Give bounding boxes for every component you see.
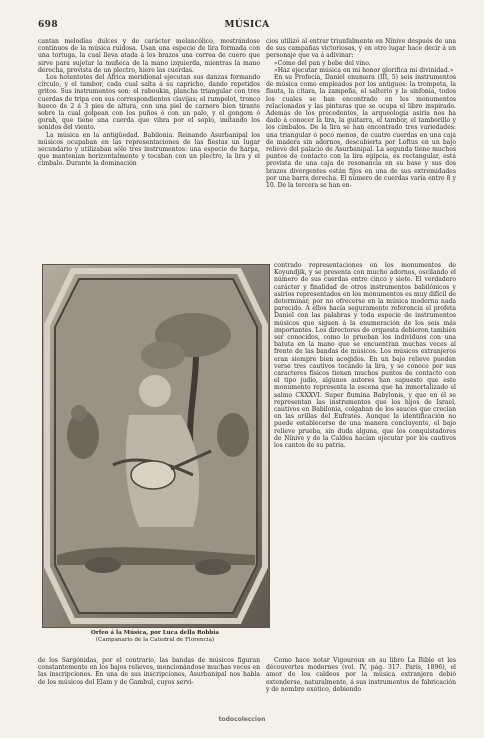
bottom-left-text: de los Sargónidas, por el contrario, las bandas de músicos figuran constantemente en los bajos relieves, mencionándose muchas veces en las inscripciones. En una de sus inscripciones, Asurbanipal nos habla de los músicos del Elam y de Gambul, cuyos servi- [38, 657, 260, 686]
right-paragraph-1: cios utilizó al entrar triunfalmente en Nínive después de una de sus campañas victoriosas, y en otro lugar hace decir á un personaje que va á adivinar: [266, 38, 456, 60]
bottom-left-column [38, 657, 260, 686]
caption-title: Orfeo á la Música, por Luca della Robbia [91, 630, 219, 636]
plate-caption [42, 630, 268, 644]
orpheus-relief-illustration [43, 265, 269, 627]
right-lower-text: contrado representaciones en los monumentos de Koyundjik, y se presenta con mucho adornos, oscilando el número de sus cuerdas entre cinco y siete. El verdadero carácter y finalidad de otros instrumentos babilónicos y asirios representados en los monumentos es muy difícil de determinar, por no ofrecerse en la música moderna nada parecido. A ellos hacía seguramente referencia el profeta Daniel con las palabras y toda especie de instrumentos músicos que siguen á la enumeración de los seis más importantes. Los directores de orquesta debieron también ser conocidos, como lo prueban los individuos con una batuta en la mano que se encuentran muchas veces al frente de las bandas de músicos. Los músicos extranjeros eran siempre bien acogidos. En un bajo relieve pueden verse tres cautivos tocando la lira, y se conoce por sus caracteres físicos tienen muchos puntos de contacto con el tipo judío, algunos autores han supuesto que este monumento representa la escena que ha inmortalizado el salmo CXXXVI. Super flumina Babylonis, y que en él se representan las instrumentos que los hijos de Israel, cautivos en Babilonia, colgaban de los sauces que crecían en las orillas del Eufrates. Aunque la identificación no puede establecerse de una manera concluyente, el bajo relieve prueba, sin duda alguna, que los conquistadores de Nínive y de la Caldea hacían ejecutar por los cautivos los cantos de su patria. [274, 262, 456, 450]
bottom-right-text: Como hace notar Vigouroux en su libro La Bible et les découvertes modernes (vol. IV, pág. 317. París, 1896), el amor de los caldeos por la música extranjera debió extenderse, naturalmente, á sus instrumentos de fabricación y de nombre exótico, debiendo [266, 657, 456, 693]
right-paragraph-4: En su Profecía, Daniel enumera (III, 5) seis instrumentos de música como empleados por los antiguos: la trompeta, la flauta, la cítara, la zampoña, el salterio y la sinfonía, todos los cuales se han encontrado en los monumentos relacionados y las pinturas que se ocupa el libro inspirado. Además de los precedentes, la arqueología asiria nos ha dado á conocer la lira, la guitarra, el tambor, el tamborillo y los címbalos. De la lira se han encontrado tres variedades: una triangular ó poco menos, de cuatro cuerdas en una caja de madera sin adornos, descubierta por Loftus en un bajo relieve del palacio de Asurbanipal. La segunda tiene muchos puntos de contacto con la lira egipcia, es rectangular, está provista de una caja de resonancia en su base y sus dos brazos divergentes están fijos en una de sus extremidades por una barra derecha. El número de cuerdas varía entre 8 y 10. De la tercera se han en- [266, 74, 456, 190]
left-column [38, 38, 260, 168]
running-head: MÚSICA [224, 20, 270, 30]
bottom-right-column [266, 657, 456, 693]
left-paragraph-3: La música en la antigüedad. Babilonia. Reinando Asurbanipal los músicos ocupaban en las representaciones de las fiestas un lugar secundario y utilizaban sólo tres instrumentos: una especie de harpa, que mantenían horizontalmente y tocaban con un plectro, la lira y el címbalo. Durante la dominación [38, 131, 260, 168]
right-top-column [266, 38, 456, 189]
engraving-plate [42, 264, 270, 628]
page-header [38, 20, 456, 34]
right-paragraph-2: «Come del pan y bebe del vino. [274, 59, 371, 67]
right-paragraph-3: »Haz ejecutar música en mi honor glorifica mi divinidad.» [274, 66, 454, 74]
page-number: 698 [38, 20, 58, 30]
caption-subtitle: (Campanario de la Catedral de Florencia) [95, 637, 215, 643]
left-paragraph-1: cantan melodías dulces y de carácter melancólico, mostrándose continuos de la música ruidosa. Usan una especie de lira formada con una tortuga, la cual lleva atada á los brazos una correa de cuero que sirve para sujetar la muñeca de la mano izquierda, mientras la mano derecha, provista de un plectro, hiere las cuerdas. [38, 38, 260, 74]
left-paragraph-2: Los hotentotes del África meridional ejecutan sus danzas formando círculo, y el tambor, cada cual salta á su capricho, dando repetidos gritos. Sus instrumentos son: el raboukin, plancha triangular con tres cuerdas de tripa con sus correspondientes clavijas; el rumpelot, tronco hueco de 2 á 3 pies de altura, con una piel de carnero bien tirante sobre la cual golpean con los puños ó con un palo, y el gongom ó gorah, que tiene una cuerda que vibra por el soplo, imitando los sonidos del viento. [38, 74, 260, 132]
right-lower-column [274, 262, 456, 449]
watermark-logo: todocoleccion [218, 716, 266, 723]
